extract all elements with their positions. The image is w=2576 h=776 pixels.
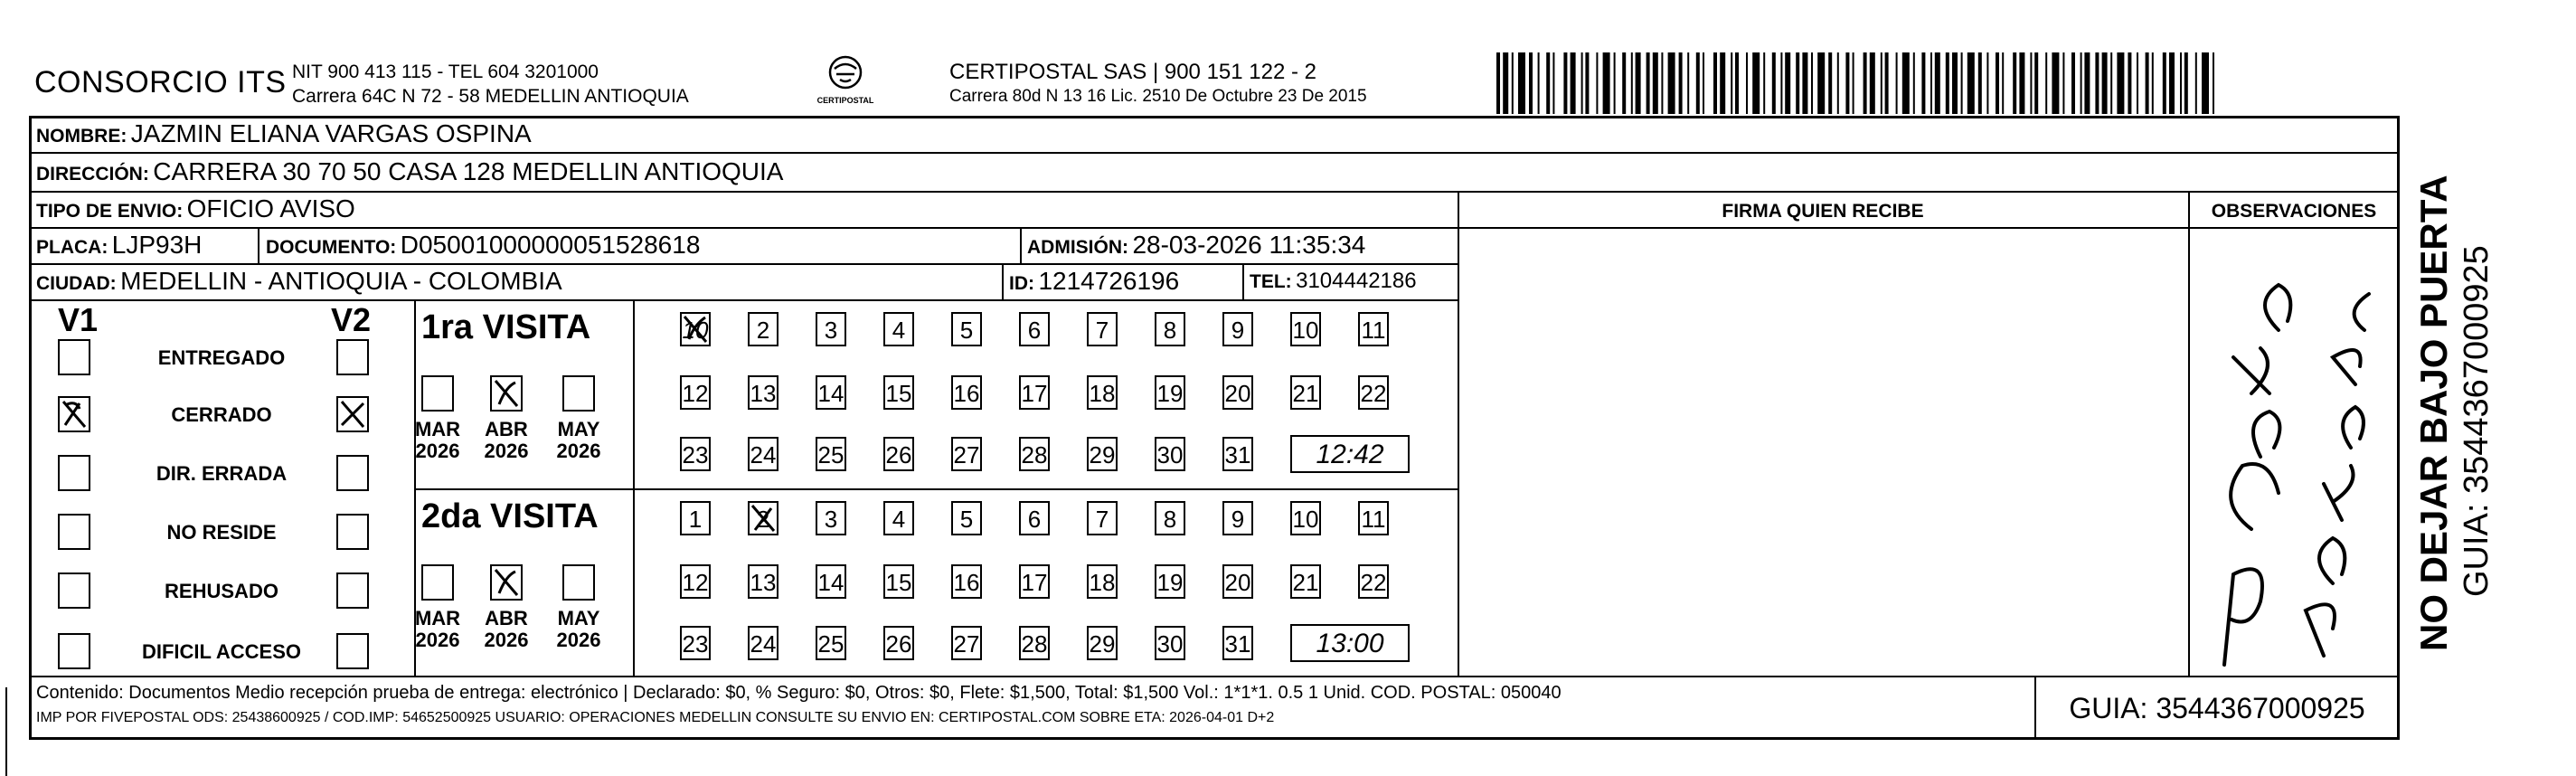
tel-row — [1250, 269, 1417, 294]
day-box[interactable]: 27 — [951, 626, 982, 660]
day-box[interactable]: 14 — [816, 375, 846, 410]
day-box[interactable]: 11 — [1358, 501, 1389, 535]
month-checkbox[interactable] — [490, 564, 523, 601]
nombre-value: JAZMIN ELIANA VARGAS OSPINA — [130, 119, 532, 147]
v2-checkbox[interactable] — [336, 455, 369, 491]
day-box[interactable]: 28 — [1019, 437, 1050, 471]
v1-checkbox[interactable] — [58, 339, 90, 375]
day-box[interactable]: 4 — [883, 501, 914, 535]
tipo-envio-label: TIPO DE ENVIO: — [36, 201, 184, 222]
day-box[interactable]: 31 — [1222, 626, 1253, 660]
day-box[interactable]: 7 — [1087, 312, 1118, 346]
observaciones-handwriting — [2197, 231, 2392, 669]
ciudad-value: MEDELLIN - ANTIOQUIA - COLOMBIA — [120, 267, 562, 295]
company-name: CONSORCIO ITS — [34, 65, 287, 99]
day-box[interactable]: 7 — [1087, 501, 1118, 535]
side-guia: GUIA: 3544367000925 — [2458, 245, 2496, 597]
month-year: 2026 — [415, 629, 460, 651]
v1-checkbox[interactable] — [58, 514, 90, 550]
day-box[interactable]: 3 — [816, 501, 846, 535]
month-name: ABR — [485, 607, 528, 629]
day-box[interactable]: 30 — [1155, 626, 1185, 660]
v1-label: V1 — [58, 301, 99, 338]
day-box[interactable]: 8 — [1155, 312, 1185, 346]
id-value: 1214726196 — [1038, 267, 1180, 295]
day-box[interactable]: 18 — [1087, 375, 1118, 410]
day-box[interactable]: 12 — [680, 375, 711, 410]
day-box[interactable]: 14 — [816, 564, 846, 599]
visit-time: 13:00 — [1290, 624, 1410, 662]
day-box[interactable]: 4 — [883, 312, 914, 346]
day-box[interactable]: 21 — [1290, 375, 1321, 410]
v1-checkbox[interactable] — [58, 455, 90, 491]
month-label — [547, 608, 610, 651]
day-box[interactable]: 29 — [1087, 626, 1118, 660]
month-checkbox[interactable] — [490, 375, 523, 412]
month-year: 2026 — [415, 440, 460, 462]
month-year: 2026 — [556, 440, 601, 462]
day-box[interactable]: 10 — [680, 312, 711, 346]
day-box[interactable]: 10 — [1290, 312, 1321, 346]
ciudad-label: CIUDAD: — [36, 273, 117, 294]
month-name: MAR — [414, 607, 461, 629]
status-label: ENTREGADO — [157, 346, 286, 369]
v2-checkbox[interactable] — [336, 573, 369, 609]
v1-checkbox[interactable] — [58, 396, 90, 432]
status-label: NO RESIDE — [166, 521, 277, 544]
status-label: DIR. ERRADA — [156, 462, 288, 485]
day-box[interactable]: 24 — [748, 626, 778, 660]
day-box[interactable]: 2 — [748, 501, 778, 535]
documento-value: D05001000000051528618 — [400, 231, 701, 259]
no-dejar-bajo-puerta: NO DEJAR BAJO PUERTA — [2412, 175, 2455, 651]
v2-checkbox[interactable] — [336, 633, 369, 669]
v2-checkbox[interactable] — [336, 514, 369, 550]
tipo-envio-value: OFICIO AVISO — [186, 194, 355, 222]
v1-checkbox[interactable] — [58, 573, 90, 609]
day-box[interactable]: 23 — [680, 626, 711, 660]
v2-checkbox[interactable] — [336, 396, 369, 432]
day-box[interactable]: 25 — [816, 437, 846, 471]
tel-value: 3104442186 — [1296, 269, 1417, 293]
month-checkbox[interactable] — [421, 375, 454, 412]
footer-guia: GUIA: 3544367000925 — [2069, 692, 2365, 724]
firma-header: FIRMA QUIEN RECIBE — [1722, 201, 1924, 222]
month-checkbox[interactable] — [421, 564, 454, 601]
placa-row — [36, 231, 202, 260]
day-box[interactable]: 20 — [1222, 375, 1253, 410]
day-box[interactable]: 5 — [951, 312, 982, 346]
day-box[interactable]: 31 — [1222, 437, 1253, 471]
day-box[interactable]: 5 — [951, 501, 982, 535]
observaciones-header: OBSERVACIONES — [2211, 201, 2377, 222]
day-box[interactable]: 15 — [883, 375, 914, 410]
day-box[interactable]: 12 — [680, 564, 711, 599]
certipostal-title: CERTIPOSTAL SAS | 900 151 122 - 2 — [949, 60, 1316, 84]
month-name: ABR — [485, 418, 528, 440]
day-box[interactable]: 26 — [883, 626, 914, 660]
month-name: MAY — [557, 607, 600, 629]
day-box[interactable]: 23 — [680, 437, 711, 471]
day-box[interactable]: 24 — [748, 437, 778, 471]
nombre-label: NOMBRE: — [36, 126, 127, 147]
svg-text:CERTIPOSTAL: CERTIPOSTAL — [816, 96, 874, 105]
id-label: ID: — [1009, 273, 1034, 294]
admision-value: 28-03-2026 11:35:34 — [1132, 231, 1366, 259]
day-box[interactable]: 20 — [1222, 564, 1253, 599]
day-box[interactable]: 25 — [816, 626, 846, 660]
admision-row — [1027, 231, 1365, 260]
day-box[interactable]: 17 — [1019, 375, 1050, 410]
barcode — [1496, 52, 2224, 114]
day-box[interactable]: 17 — [1019, 564, 1050, 599]
day-box[interactable]: 11 — [1358, 312, 1389, 346]
visit-title: 2da VISITA — [421, 497, 599, 535]
day-box[interactable]: 21 — [1290, 564, 1321, 599]
day-box[interactable]: 29 — [1087, 437, 1118, 471]
admision-label: ADMISIÓN: — [1027, 237, 1128, 258]
direccion-label: DIRECCIÓN: — [36, 164, 149, 185]
v2-checkbox[interactable] — [336, 339, 369, 375]
month-label — [475, 608, 538, 651]
tel-label: TEL: — [1250, 271, 1292, 292]
day-box[interactable]: 13 — [748, 375, 778, 410]
ciudad-row — [36, 267, 562, 296]
certipostal-logo — [809, 52, 882, 109]
day-box[interactable]: 27 — [951, 437, 982, 471]
day-box[interactable]: 19 — [1155, 564, 1185, 599]
month-name: MAY — [557, 418, 600, 440]
address-line: Carrera 64C N 72 - 58 MEDELLIN ANTIOQUIA — [292, 86, 689, 107]
imp-line: IMP POR FIVEPOSTAL ODS: 25438600925 / COD.IMP: 54652500925 USUARIO: OPERACIONES MEDELLIN CONSULTE SU ENVIO EN: CERTIPOSTAL.COM SOBRE ETA: 2026-04-01 D+2 — [36, 710, 1275, 725]
month-checkbox[interactable] — [562, 564, 595, 601]
day-box[interactable]: 18 — [1087, 564, 1118, 599]
nombre-row — [36, 119, 532, 148]
month-label — [475, 419, 538, 462]
month-year: 2026 — [484, 629, 529, 651]
status-label: REHUSADO — [165, 580, 278, 602]
day-box[interactable]: 22 — [1358, 564, 1389, 599]
day-box[interactable]: 28 — [1019, 626, 1050, 660]
day-box[interactable]: 1 — [680, 501, 711, 535]
documento-label: DOCUMENTO: — [266, 237, 397, 258]
month-year: 2026 — [556, 629, 601, 651]
day-box[interactable]: 19 — [1155, 375, 1185, 410]
contenido-line: Contenido: Documentos Medio recepción prueba de entrega: electrónico | Declarado: $0, % Seguro: $0, Otros: $0, Flete: $1,500, Total: $1,500 Vol.: 1*1*1. 0.5 1 Unid. COD. POSTAL: 050040 — [36, 683, 1562, 703]
visit-time: 12:42 — [1290, 435, 1410, 473]
id-row — [1009, 267, 1179, 296]
status-label: DIFICIL ACCESO — [141, 640, 301, 663]
day-box[interactable]: 2 — [748, 312, 778, 346]
edge-line — [5, 687, 7, 776]
placa-label: PLACA: — [36, 237, 109, 258]
day-box[interactable]: 15 — [883, 564, 914, 599]
day-box[interactable]: 3 — [816, 312, 846, 346]
day-box[interactable]: 8 — [1155, 501, 1185, 535]
day-box[interactable]: 26 — [883, 437, 914, 471]
status-label: CERRADO — [171, 403, 272, 426]
month-label — [406, 419, 469, 462]
documento-row — [266, 231, 700, 260]
direccion-value: CARRERA 30 70 50 CASA 128 MEDELLIN ANTIOQUIA — [153, 157, 784, 185]
v1-checkbox[interactable] — [58, 633, 90, 669]
visit-title: 1ra VISITA — [421, 308, 591, 346]
day-box[interactable]: 22 — [1358, 375, 1389, 410]
day-box[interactable]: 13 — [748, 564, 778, 599]
day-box[interactable]: 30 — [1155, 437, 1185, 471]
month-label — [547, 419, 610, 462]
day-box[interactable]: 9 — [1222, 501, 1253, 535]
day-box[interactable]: 6 — [1019, 501, 1050, 535]
day-box[interactable]: 10 — [1290, 501, 1321, 535]
certipostal-address: Carrera 80d N 13 16 Lic. 2510 De Octubre 23 De 2015 — [949, 87, 1367, 106]
placa-value: LJP93H — [111, 231, 203, 259]
tipo-envio-row — [36, 194, 355, 223]
direccion-row — [36, 157, 783, 186]
nit-line: NIT 900 413 115 - TEL 604 3201000 — [292, 62, 599, 82]
day-box[interactable]: 16 — [951, 564, 982, 599]
day-box[interactable]: 6 — [1019, 312, 1050, 346]
v2-label: V2 — [331, 301, 372, 338]
month-year: 2026 — [484, 440, 529, 462]
day-box[interactable]: 16 — [951, 375, 982, 410]
month-checkbox[interactable] — [562, 375, 595, 412]
day-box[interactable]: 9 — [1222, 312, 1253, 346]
company-nit-info — [292, 60, 689, 109]
month-name: MAR — [414, 418, 461, 440]
month-label — [406, 608, 469, 651]
